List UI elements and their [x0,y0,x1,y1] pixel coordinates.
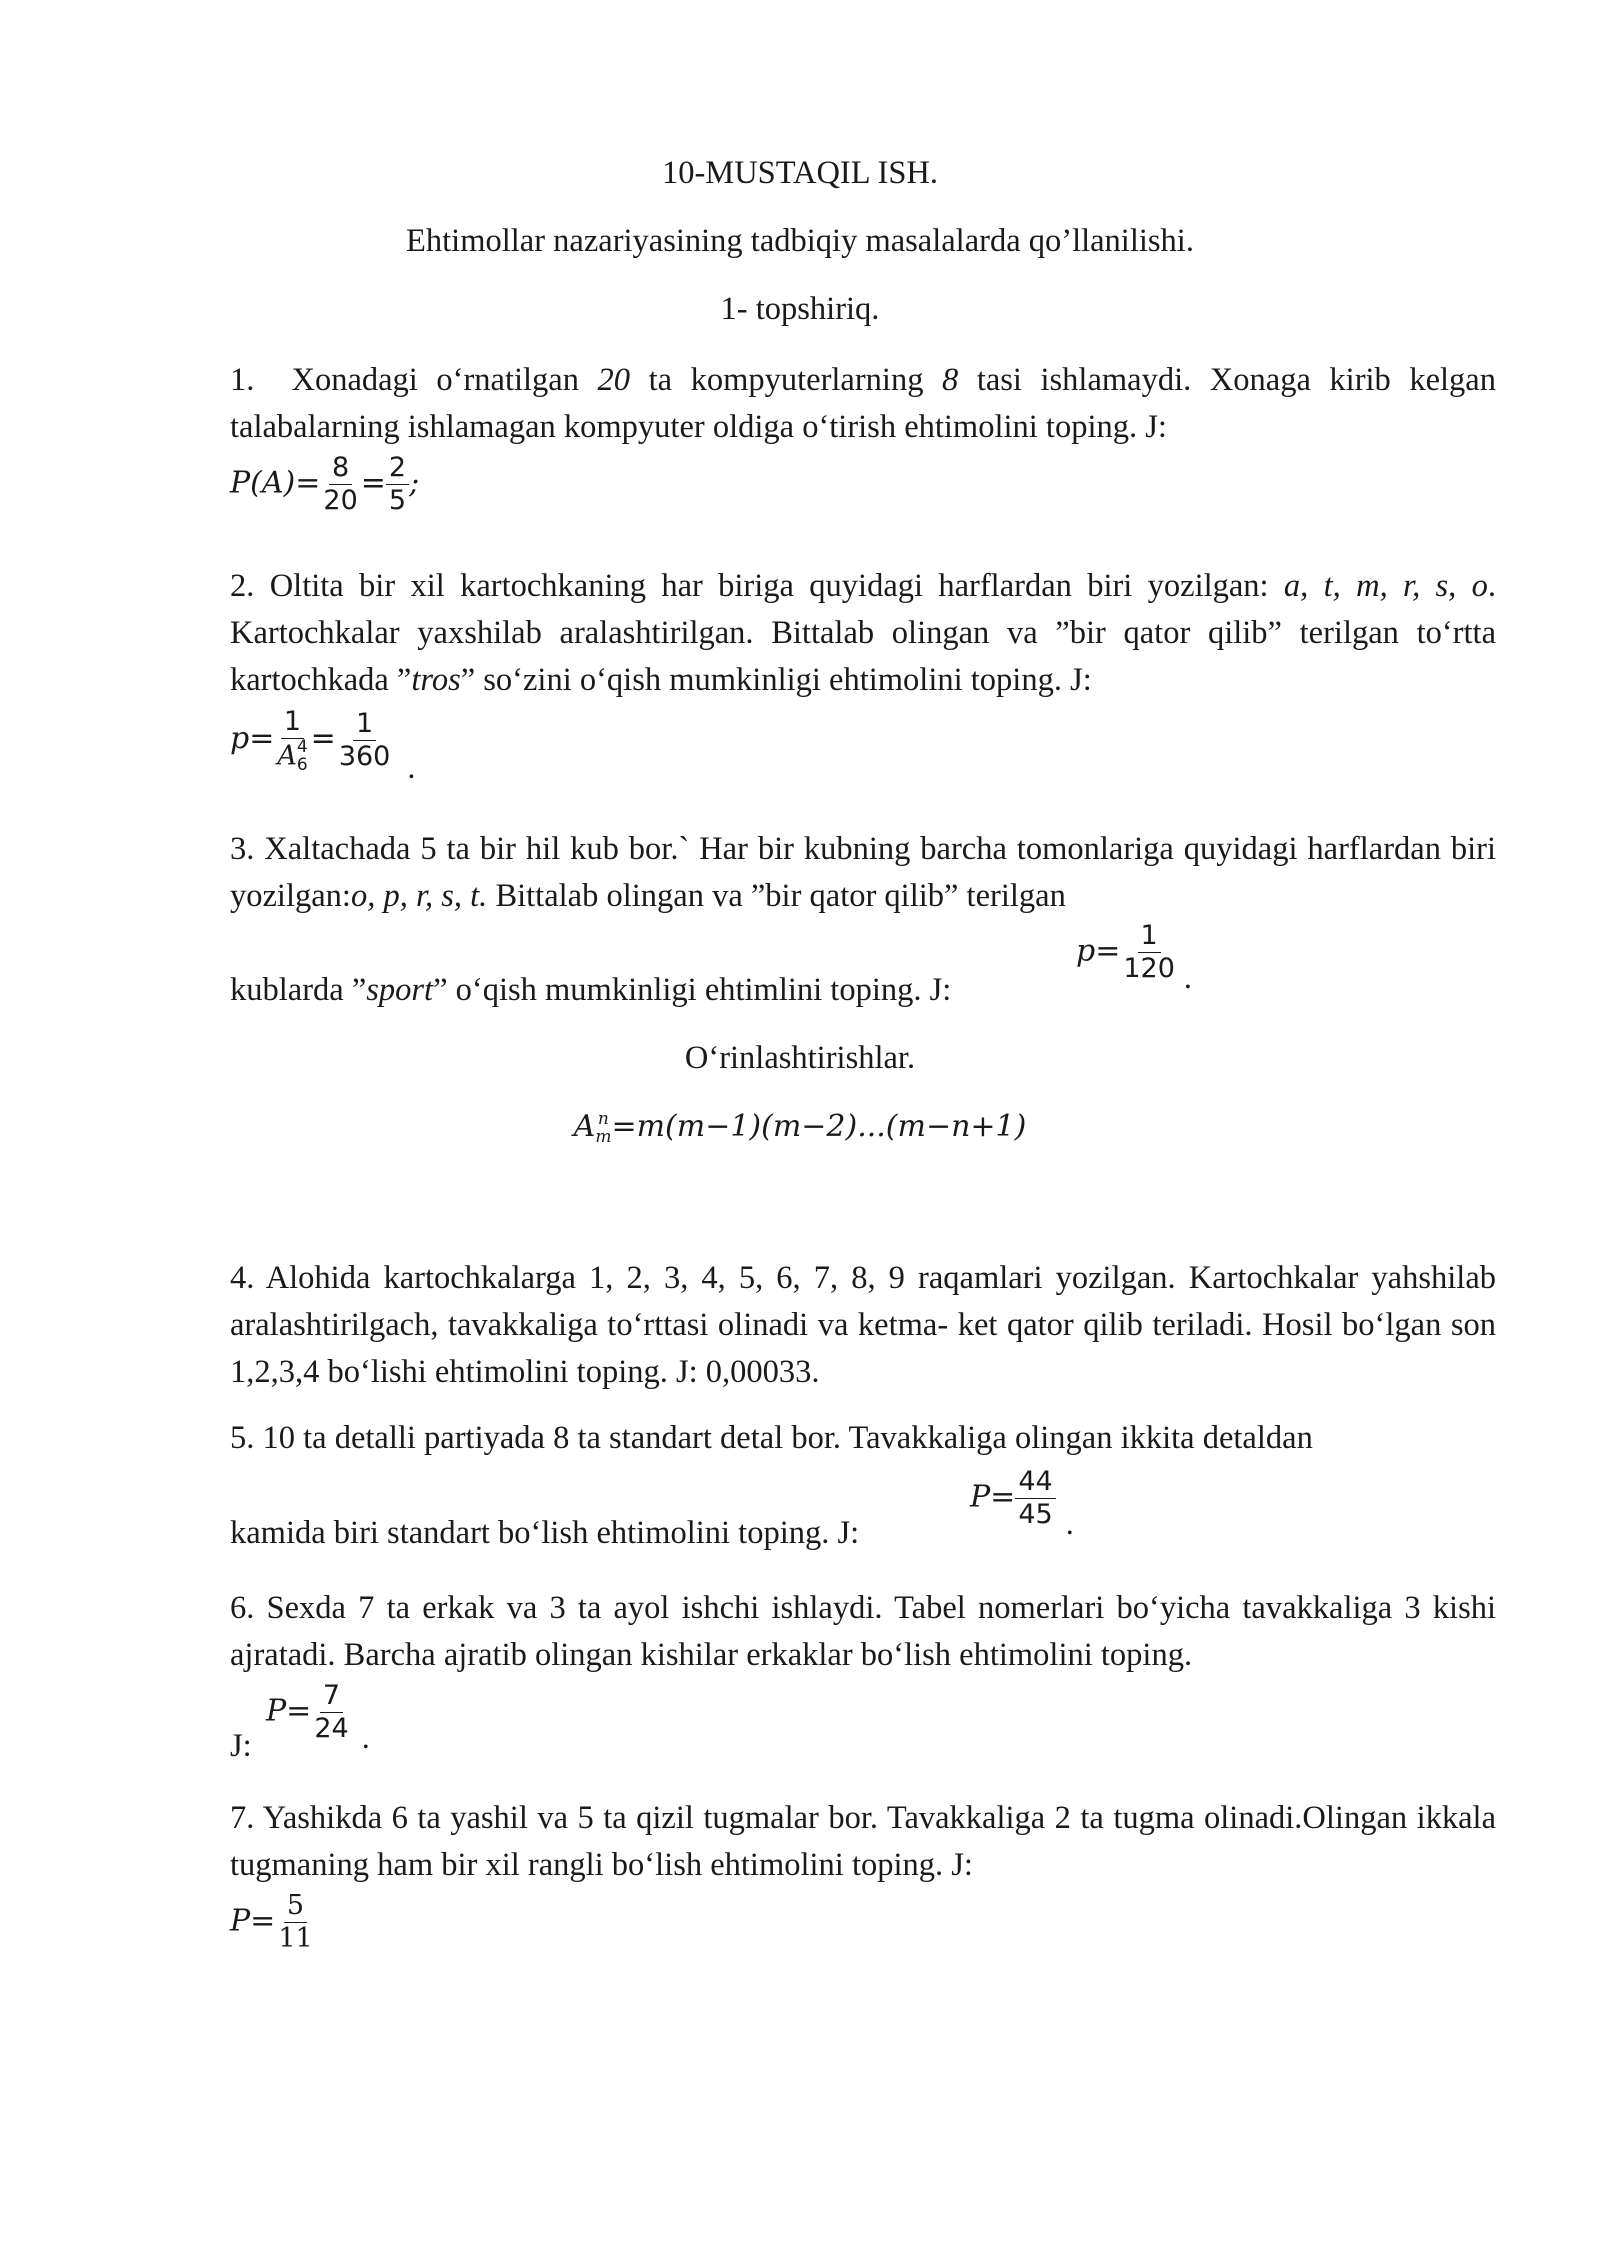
task-heading: 1- topshiriq. [720,291,880,327]
document-subtitle: Ehtimollar nazariyasining tadbiqiy masalalarda qo’llanilishi. [406,223,1194,259]
problem-1: 1. Xonadagi o‘rnatilgan 20 ta kompyuterlarning 8 tasi ishlamaydi. Xonaga kirib kelgan talabalarning ishlamagan kompyuter oldiga o‘tirish ehtimolini toping. J: [230,362,1496,445]
fraction: $\frac{7}{24}$ [314,1680,349,1745]
problem-3-last-line: kublarda ”sport” o‘qish mumkinligi ehtimlini toping. J: [230,972,952,1008]
problem-1-answer-formula: P(A)= $\frac{8}{20}$ = $\frac{2}{5}$ ; [230,452,420,517]
problem-6-answer-formula: P= $\frac{7}{24}$ . [266,1680,370,1756]
problem-6: 6. Sexda 7 ta erkak va 3 ta ayol ishchi ishlaydi. Tabel nomerlari bo‘yicha tavakkaliga 3 kishi ajratadi. Barcha ajratib olingan kishilar erkaklar bo‘lish ehtimolini toping. [230,1590,1496,1673]
fraction: $\frac{2}{5}$ [386,452,409,518]
problem-2-answer-formula: p= 1 A 4 6 = $\frac{1}{360}$ . [230,706,416,786]
problem-5-answer-formula: P= $\frac{44}{45}$ . [970,1466,1074,1542]
section-heading: O‘rinlashtirishlar. [684,1040,916,1076]
problem-2: 2. Oltita bir xil kartochkaning har biriga quyidagi harflardan biri yozilgan: a, t, m, r, s, o. Kartochkalar yaxshilab aralashtirilgan. Bittalab olingan va ”bir qator qilib” terilgan to‘rtta kartochkada ”tros” so‘zini o‘qish mumkinligi ehtimolini toping. J: [230,568,1496,698]
fraction: 1 A 4 6 [277,706,308,776]
problem-7: 7. Yashikda 6 ta yashil va 5 ta qizil tugmalar bor. Tavakkaliga 2 ta tugma olinadi.Olingan ikkala tugmaning ham bir xil rangli bo‘lish ehtimolini toping. J: [230,1800,1496,1883]
document-title: 10-MUSTAQIL ISH. [661,155,939,191]
problem-3: 3. Xaltachada 5 ta bir hil kub bor.` Har bir kubning barcha tomonlariga quyidagi harflardan biri yozilgan:o, p, r, s, t. Bittalab olingan va ”bir qator qilib” terilgan [230,831,1496,914]
problem-4: 4. Alohida kartochkalarga 1, 2, 3, 4, 5, 6, 7, 8, 9 raqamlari yozilgan. Kartochkalar yahshilab aralashtirilgach, tavakkaliga to‘rttasi olinadi va ketma- ket qator qilib teriladi. Hosil bo‘lgan son 1,2,3,4 bo‘lishi ehtimolini toping. J: 0,00033. [230,1260,1496,1390]
fraction: $\frac{8}{20}$ [323,452,358,517]
permutation-formula: A n m =m(m−1)(m−2)...(m−n+1) [573,1108,1027,1147]
fraction: $\frac{44}{45}$ [1015,1466,1055,1532]
problem-6-answer-label: J: [230,1728,252,1764]
fraction: $\frac{5}{11}$ [278,1890,313,1955]
problem-5-line-2: kamida biri standart bo‘lish ehtimolini toping. J: [230,1515,860,1551]
problem-7-answer-formula: P= $\frac{5}{11}$ [230,1890,316,1956]
fraction: $\frac{1}{120}$ [1123,920,1175,985]
problem-3-answer-formula: p= $\frac{1}{120}$ . [1076,920,1192,996]
problem-5-line-1: 5. 10 ta detalli partiyada 8 ta standart detal bor. Tavakkaliga olingan ikkita detaldan [230,1420,1313,1456]
fraction: $\frac{1}{360}$ [338,707,391,773]
